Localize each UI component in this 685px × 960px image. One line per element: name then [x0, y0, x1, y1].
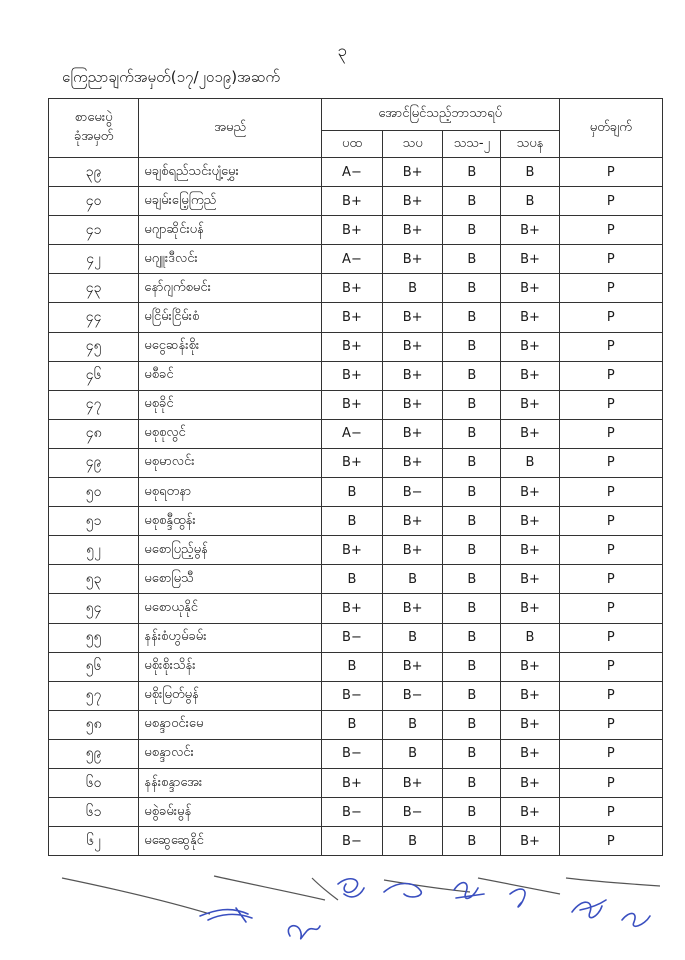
grade-subject-2-cell: B+ [383, 419, 443, 448]
roll-number-cell: ၆၀ [49, 768, 139, 797]
signature-line [566, 878, 660, 886]
student-name-cell: မစုရတနာ [139, 478, 322, 507]
student-name-cell: မစုစုလွင် [139, 419, 322, 448]
grade-subject-4-cell: B+ [501, 710, 559, 739]
grade-subject-2-cell: B+ [383, 448, 443, 477]
signature-4 [384, 884, 421, 897]
grade-subject-3-cell: B [443, 332, 501, 361]
remark-cell: P [559, 798, 662, 827]
roll-number-cell: ၅၆ [49, 652, 139, 681]
signature-8 [622, 913, 650, 926]
remark-cell: P [559, 332, 662, 361]
grade-subject-3-cell: B [443, 478, 501, 507]
student-name-cell: မစွဲခမ်းမွန် [139, 798, 322, 827]
grade-subject-3-cell: B [443, 361, 501, 390]
student-name-cell: မစောယုနိုင် [139, 594, 322, 623]
grade-subject-1-cell: B+ [321, 187, 382, 216]
remark-cell: P [559, 478, 662, 507]
student-name-cell: မစောပြည့်မွန် [139, 536, 322, 565]
grade-subject-3-cell: B [443, 245, 501, 274]
page-number: ၃ [337, 41, 348, 61]
grade-subject-1-cell: B [321, 478, 382, 507]
remark-cell: P [559, 507, 662, 536]
grade-subject-3-cell: B [443, 565, 501, 594]
roll-number-cell: ၅၀ [49, 478, 139, 507]
roll-number-cell: ၄၈ [49, 419, 139, 448]
grade-subject-1-cell: B+ [321, 303, 382, 332]
grade-subject-4-cell: B+ [501, 216, 559, 245]
remark-cell: P [559, 827, 662, 856]
grade-subject-3-cell: B [443, 303, 501, 332]
header-subjects-group: အောင်မြင်သည့်ဘာသာရပ် [321, 99, 559, 131]
grade-subject-1-cell: B− [321, 681, 382, 710]
grade-subject-4-cell: B+ [501, 565, 559, 594]
student-name-cell: မစောမြသီ [139, 565, 322, 594]
student-name-cell: နန်းစံဟွမ်ခမ်း [139, 623, 322, 652]
grade-subject-3-cell: B [443, 390, 501, 419]
grade-subject-2-cell: B+ [383, 652, 443, 681]
grade-subject-3-cell: B [443, 681, 501, 710]
student-name-cell: မဆွေဆွေနိုင် [139, 827, 322, 856]
roll-number-cell: ၅၇ [49, 681, 139, 710]
table-header-row [49, 99, 663, 131]
student-name-cell: မစုမာလင်း [139, 448, 322, 477]
table-row [49, 594, 663, 623]
table-row [49, 419, 663, 448]
grade-subject-1-cell: B [321, 652, 382, 681]
roll-number-cell: ၄၁ [49, 216, 139, 245]
signature-3 [338, 879, 364, 897]
remark-cell: P [559, 158, 662, 187]
table-row [49, 361, 663, 390]
grade-subject-2-cell: B [383, 739, 443, 768]
remark-cell: P [559, 565, 662, 594]
grade-subject-4-cell: B+ [501, 536, 559, 565]
grade-subject-3-cell: B [443, 594, 501, 623]
grade-subject-3-cell: B [443, 507, 501, 536]
remark-cell: P [559, 768, 662, 797]
grade-subject-2-cell: B− [383, 478, 443, 507]
grade-subject-1-cell: B+ [321, 274, 382, 303]
table-row [49, 245, 663, 274]
document-heading: ကြေညာချက်အမှတ်(၁၇/၂၀၁၉)အဆက် [62, 68, 280, 86]
table-row [49, 652, 663, 681]
student-name-cell: နန်းစန္ဒာအေး [139, 768, 322, 797]
remark-cell: P [559, 594, 662, 623]
grade-subject-4-cell: B+ [501, 739, 559, 768]
student-name-cell: မချစ်ရည်သင်းပျံ့မွှေး [139, 158, 322, 187]
student-name-cell: မငြိမ်းငြိမ်းစံ [139, 303, 322, 332]
grade-subject-2-cell: B− [383, 798, 443, 827]
header-subject-4: သပန [501, 131, 559, 158]
grade-subject-3-cell: B [443, 768, 501, 797]
grade-subject-4-cell: B+ [501, 827, 559, 856]
grade-subject-4-cell: B+ [501, 768, 559, 797]
grade-subject-2-cell: B+ [383, 536, 443, 565]
header-roll-no: စာမေးပွဲ ခုံအမှတ် [49, 99, 139, 158]
grade-subject-2-cell: B+ [383, 594, 443, 623]
grade-subject-2-cell: B+ [383, 768, 443, 797]
table-row [49, 623, 663, 652]
grade-subject-3-cell: B [443, 798, 501, 827]
grade-subject-4-cell: B [501, 187, 559, 216]
grade-subject-4-cell: B+ [501, 390, 559, 419]
roll-number-cell: ၅၄ [49, 594, 139, 623]
grade-subject-3-cell: B [443, 739, 501, 768]
grade-subject-4-cell: B+ [501, 594, 559, 623]
roll-number-cell: ၆၂ [49, 827, 139, 856]
table-row [49, 739, 663, 768]
roll-number-cell: ၅၉ [49, 739, 139, 768]
roll-number-cell: ၅၃ [49, 565, 139, 594]
table-row [49, 303, 663, 332]
grade-subject-2-cell: B+ [383, 332, 443, 361]
grade-subject-3-cell: B [443, 274, 501, 303]
grade-subject-4-cell: B [501, 158, 559, 187]
table-row [49, 448, 663, 477]
header-remark: မှတ်ချက် [559, 99, 662, 158]
grade-subject-3-cell: B [443, 623, 501, 652]
table-body [49, 158, 663, 856]
roll-number-cell: ၄၅ [49, 332, 139, 361]
grade-subject-2-cell: B+ [383, 187, 443, 216]
student-name-cell: မစီခင် [139, 361, 322, 390]
grade-subject-1-cell: B+ [321, 536, 382, 565]
table-row [49, 507, 663, 536]
grade-subject-3-cell: B [443, 827, 501, 856]
grade-subject-2-cell: B [383, 274, 443, 303]
grade-subject-4-cell: B+ [501, 303, 559, 332]
grade-subject-2-cell: B+ [383, 507, 443, 536]
remark-cell: P [559, 419, 662, 448]
results-table [48, 98, 663, 856]
remark-cell: P [559, 390, 662, 419]
table-row [49, 798, 663, 827]
signature-line [478, 878, 560, 894]
grade-subject-4-cell: B+ [501, 332, 559, 361]
grade-subject-1-cell: B+ [321, 768, 382, 797]
table-row [49, 827, 663, 856]
table-row [49, 274, 663, 303]
grade-subject-3-cell: B [443, 419, 501, 448]
remark-cell: P [559, 623, 662, 652]
grade-subject-1-cell: B+ [321, 361, 382, 390]
table-row [49, 681, 663, 710]
grade-subject-3-cell: B [443, 652, 501, 681]
roll-number-cell: ၅၅ [49, 623, 139, 652]
grade-subject-1-cell: B+ [321, 390, 382, 419]
grade-subject-4-cell: B+ [501, 245, 559, 274]
grade-subject-2-cell: B− [383, 681, 443, 710]
roll-number-cell: ၄၇ [49, 390, 139, 419]
table-row [49, 158, 663, 187]
student-name-cell: မစန္ဒာဝင်းမေ [139, 710, 322, 739]
grade-subject-4-cell: B+ [501, 507, 559, 536]
roll-number-cell: ၄၉ [49, 448, 139, 477]
remark-cell: P [559, 448, 662, 477]
roll-number-cell: ၆၁ [49, 798, 139, 827]
student-name-cell: မဂျာဆိုင်းပန် [139, 216, 322, 245]
signature-area [0, 870, 685, 960]
signature-1 [200, 908, 252, 922]
header-subject-2: သပ [383, 131, 443, 158]
table-row [49, 216, 663, 245]
grade-subject-1-cell: B+ [321, 448, 382, 477]
remark-cell: P [559, 303, 662, 332]
header-subject-3: သသ-၂ [443, 131, 501, 158]
grade-subject-2-cell: B+ [383, 303, 443, 332]
roll-number-cell: ၄၄ [49, 303, 139, 332]
roll-number-cell: ၅၁ [49, 507, 139, 536]
table-row [49, 536, 663, 565]
roll-number-cell: ၄၆ [49, 361, 139, 390]
grade-subject-4-cell: B+ [501, 798, 559, 827]
grade-subject-4-cell: B+ [501, 681, 559, 710]
grade-subject-3-cell: B [443, 187, 501, 216]
roll-number-cell: ၄၃ [49, 274, 139, 303]
roll-number-cell: ၄၂ [49, 245, 139, 274]
table-row [49, 332, 663, 361]
grade-subject-4-cell: B+ [501, 478, 559, 507]
grade-subject-2-cell: B+ [383, 245, 443, 274]
remark-cell: P [559, 739, 662, 768]
grade-subject-1-cell: B [321, 565, 382, 594]
student-name-cell: မစိုးစိုးသိန်း [139, 652, 322, 681]
grade-subject-3-cell: B [443, 216, 501, 245]
grade-subject-1-cell: B+ [321, 594, 382, 623]
student-name-cell: မငွေဆန်းစိုး [139, 332, 322, 361]
signature-line [312, 878, 338, 900]
grade-subject-3-cell: B [443, 448, 501, 477]
table-row [49, 768, 663, 797]
student-name-cell: မစုစန္ဒီထွန်း [139, 507, 322, 536]
grade-subject-1-cell: B [321, 710, 382, 739]
table-row [49, 478, 663, 507]
table-row [49, 565, 663, 594]
student-name-cell: မဂျူးဒီလင်း [139, 245, 322, 274]
grade-subject-4-cell: B+ [501, 419, 559, 448]
roll-number-cell: ၄၀ [49, 187, 139, 216]
grade-subject-2-cell: B+ [383, 390, 443, 419]
grade-subject-1-cell: B− [321, 739, 382, 768]
table-row [49, 390, 663, 419]
signature-line [62, 878, 210, 914]
signature-2 [288, 926, 320, 939]
grade-subject-1-cell: B+ [321, 332, 382, 361]
grade-subject-4-cell: B+ [501, 361, 559, 390]
grade-subject-4-cell: B [501, 623, 559, 652]
grade-subject-2-cell: B+ [383, 361, 443, 390]
grade-subject-4-cell: B [501, 448, 559, 477]
remark-cell: P [559, 681, 662, 710]
student-name-cell: မချမ်းမြေ့ကြည် [139, 187, 322, 216]
grade-subject-2-cell: B+ [383, 216, 443, 245]
remark-cell: P [559, 216, 662, 245]
grade-subject-2-cell: B [383, 710, 443, 739]
grade-subject-2-cell: B [383, 623, 443, 652]
table-row [49, 187, 663, 216]
student-name-cell: နော်ဂျက်စမင်း [139, 274, 322, 303]
grade-subject-4-cell: B+ [501, 274, 559, 303]
grade-subject-1-cell: B− [321, 798, 382, 827]
grade-subject-3-cell: B [443, 710, 501, 739]
grade-subject-2-cell: B [383, 565, 443, 594]
roll-number-cell: ၃၉ [49, 158, 139, 187]
roll-number-cell: ၅၂ [49, 536, 139, 565]
remark-cell: P [559, 536, 662, 565]
header-subject-1: ပထ [321, 131, 382, 158]
grade-subject-4-cell: B+ [501, 652, 559, 681]
remark-cell: P [559, 361, 662, 390]
grade-subject-3-cell: B [443, 536, 501, 565]
grade-subject-2-cell: B [383, 827, 443, 856]
signature-lines [62, 876, 660, 914]
header-name: အမည် [139, 99, 322, 158]
signature-6 [510, 889, 525, 907]
table-row [49, 710, 663, 739]
remark-cell: P [559, 652, 662, 681]
grade-subject-1-cell: B [321, 507, 382, 536]
remark-cell: P [559, 710, 662, 739]
signature-line [214, 876, 325, 900]
grade-subject-1-cell: A− [321, 158, 382, 187]
student-name-cell: မစုခိုင် [139, 390, 322, 419]
grade-subject-1-cell: A− [321, 245, 382, 274]
grade-subject-1-cell: B− [321, 623, 382, 652]
remark-cell: P [559, 245, 662, 274]
remark-cell: P [559, 274, 662, 303]
roll-number-cell: ၅၈ [49, 710, 139, 739]
student-name-cell: မစန္ဒာလင်း [139, 739, 322, 768]
grade-subject-1-cell: B+ [321, 216, 382, 245]
grade-subject-1-cell: B− [321, 827, 382, 856]
student-name-cell: မစိုးမြတ်မွန် [139, 681, 322, 710]
grade-subject-2-cell: B+ [383, 158, 443, 187]
grade-subject-1-cell: A− [321, 419, 382, 448]
grade-subject-3-cell: B [443, 158, 501, 187]
signature-7 [572, 900, 606, 918]
remark-cell: P [559, 187, 662, 216]
